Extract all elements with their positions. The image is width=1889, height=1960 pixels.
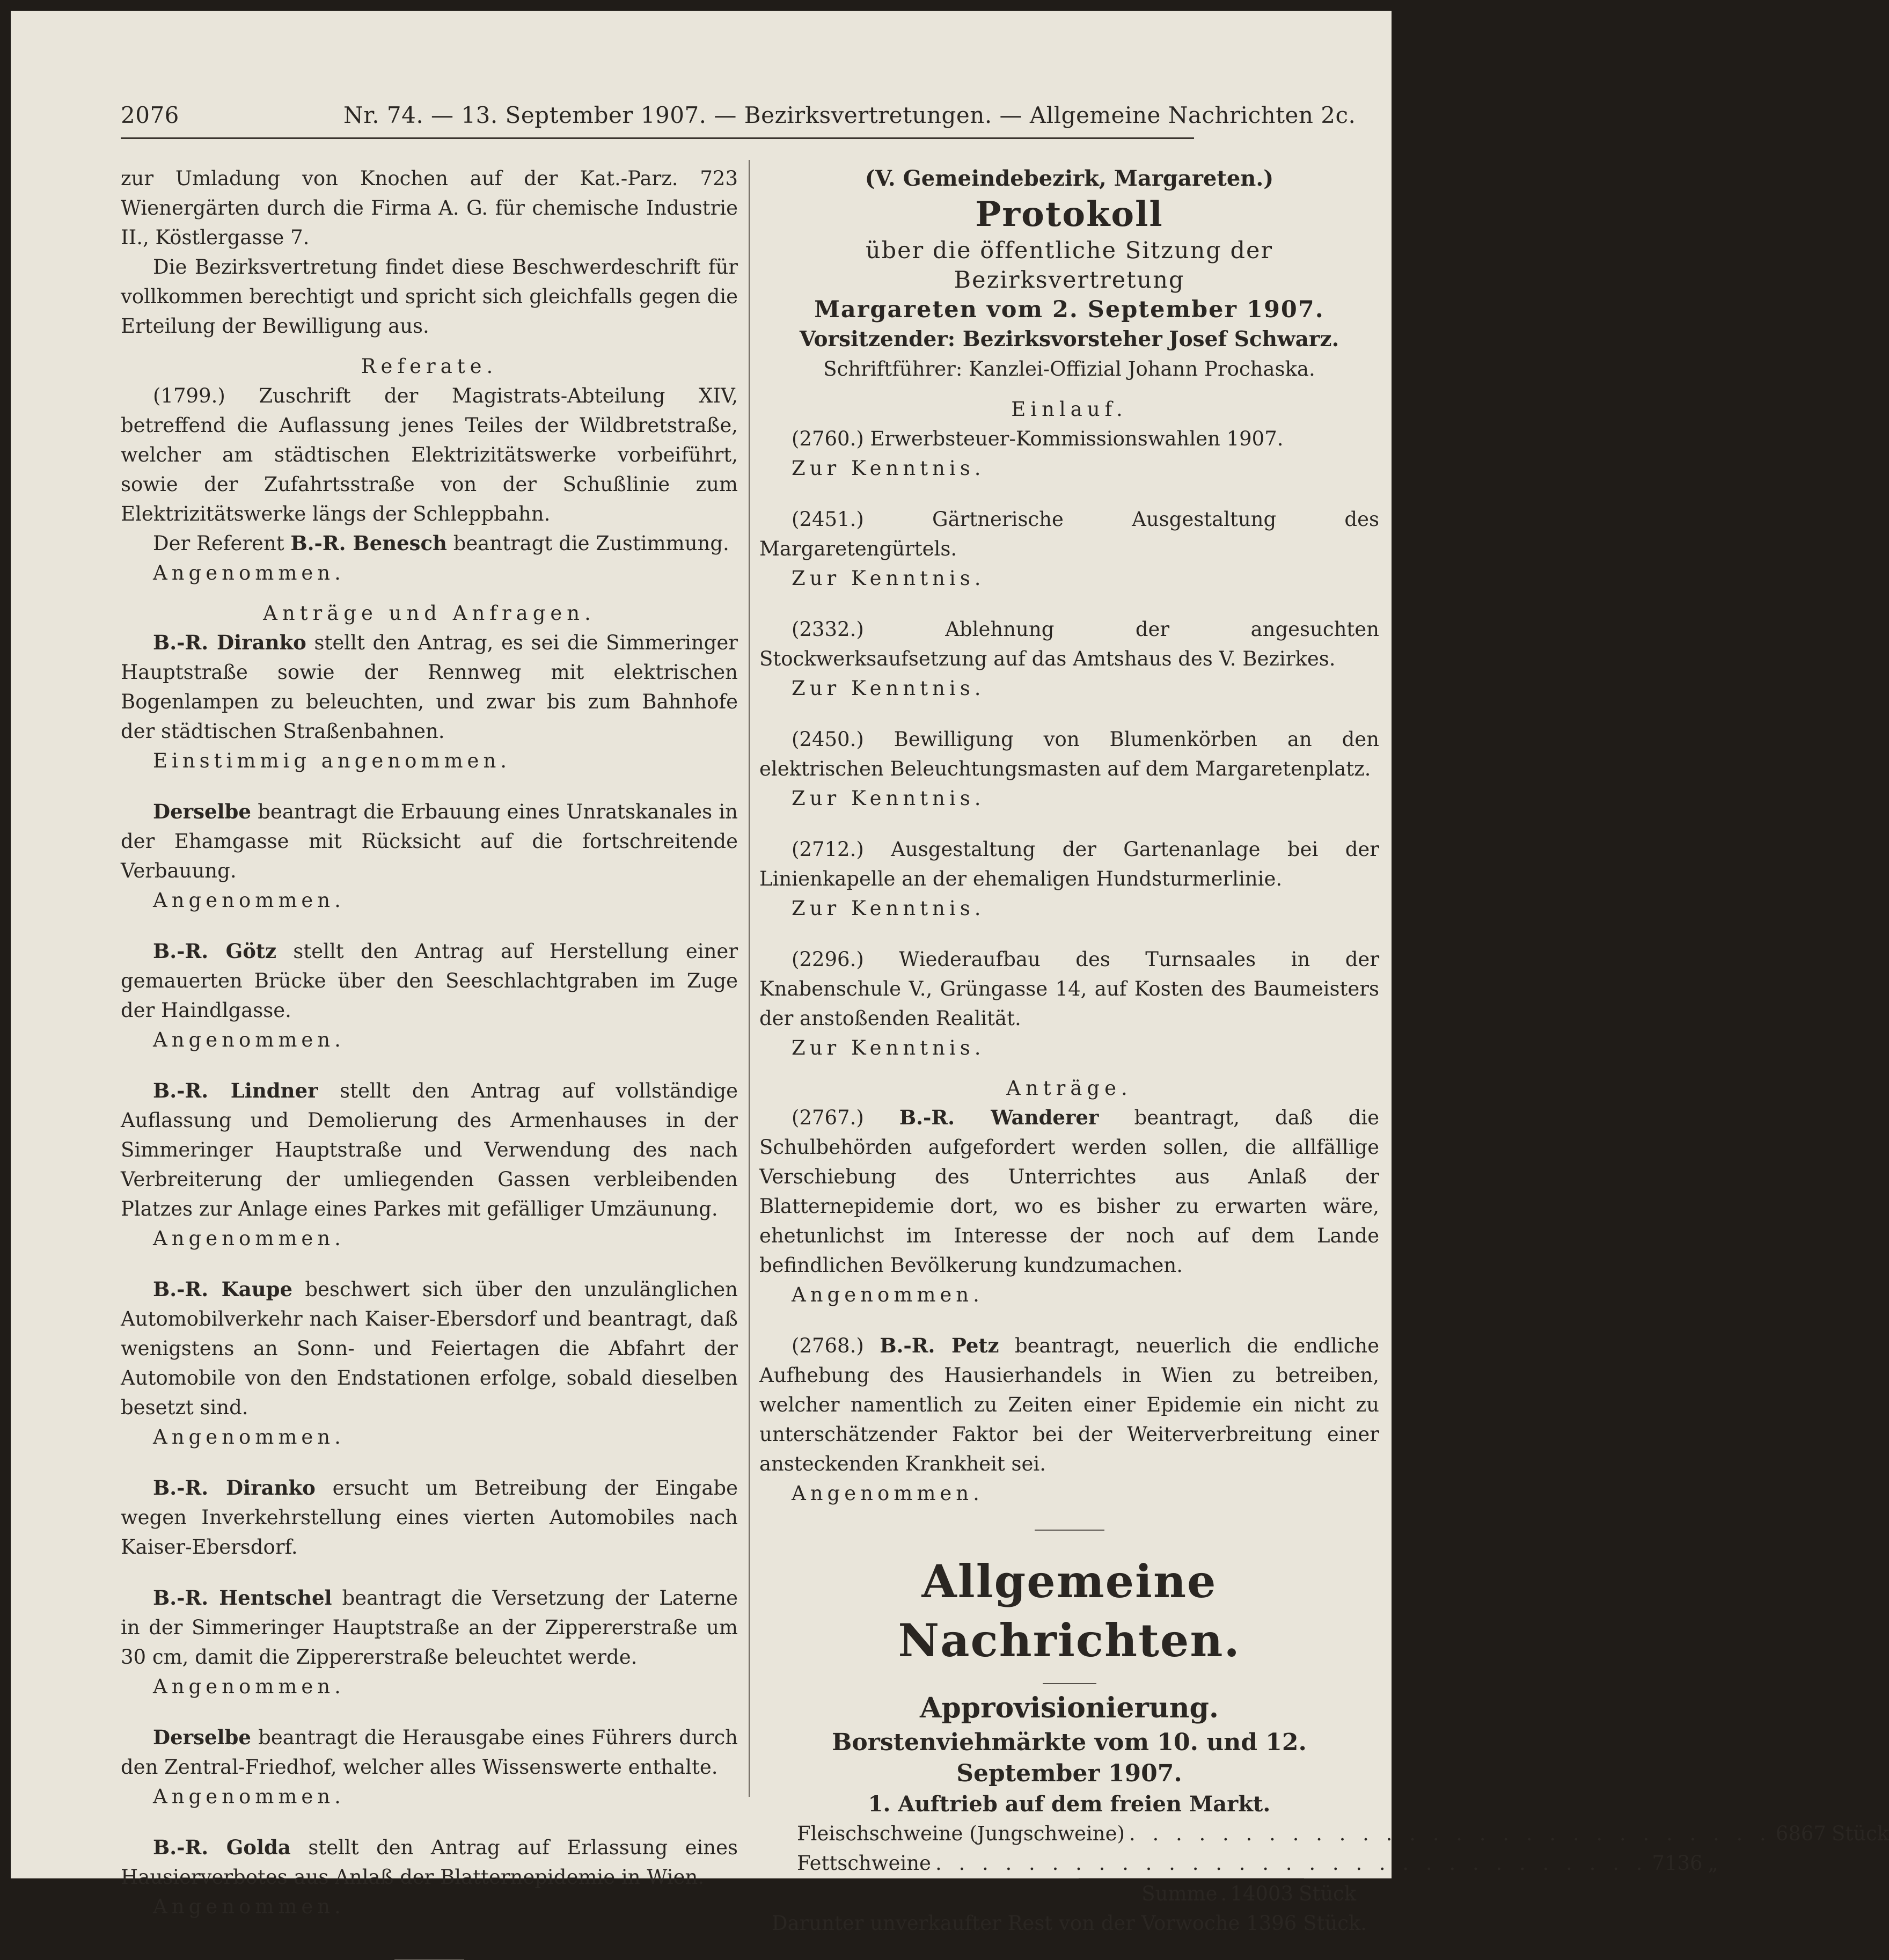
left-column bbox=[121, 164, 738, 1960]
motion: B.-R. Golda stellt den Antrag auf Erlassung eines Hausierverbotes aus Anlaß der Blatternepidemie in Wien. Angenommen. bbox=[121, 1833, 738, 1921]
decision: Zur Kenntnis. bbox=[792, 787, 985, 810]
einlauf-item: (2296.) Wiederaufbau des Turnsaales in der Knabenschule V., Grüngasse 14, auf Kosten des Baumeisters der anstoßenden Realität. Zur Kenntnis. bbox=[759, 945, 1379, 1063]
motion: B.-R. Kaupe beschwert sich über den unzulänglichen Automobilverkehr nach Kaiser-Ebersdorf und beantragt, daß wenigstens an Sonn- und Feiertagen die Abfahrt der Automobile von den Endstationen erfolge, sobald dieselben besetzt sind. Angenommen. bbox=[121, 1275, 738, 1452]
sum-row: Summe . 14003 Stück bbox=[1141, 1882, 1357, 1905]
market-subheading: 1. Auftrieb auf dem freien Markt. bbox=[868, 1791, 1271, 1817]
decision: Zur Kenntnis. bbox=[792, 1036, 985, 1059]
table-row: Fleischschweine (Jungschweine) . . . . . . . . . . . . . . . . . . . . . . . . . . . . 6867 Stück bbox=[797, 1819, 1342, 1848]
running-header bbox=[121, 102, 1356, 136]
decision: Zur Kenntnis. bbox=[792, 677, 985, 700]
decision: Angenommen. bbox=[792, 1482, 984, 1505]
chairman-line: Vorsitzender: Bezirksvorsteher Josef Schwarz. bbox=[799, 327, 1339, 352]
member-name: B.-R. Kaupe bbox=[153, 1277, 293, 1301]
motion: B.-R. Diranko stellt den Antrag, es sei die Simmeringer Hauptstraße sowie der Rennweg mit elektrischen Bogenlampen zu beleuchten, und zwar bis zum Bahnhofe der städtischen Straßenbahnen. Einstimmig angenommen. bbox=[121, 628, 738, 776]
motion: Derselbe beantragt die Herausgabe eines Führers durch den Zentral-Friedhof, welcher alles Wissenswerte enthalte. Angenommen. bbox=[121, 1723, 738, 1811]
intro-paragraph-2: Die Bezirksvertretung findet diese Beschwerdeschrift für vollkommen berechtigt und spricht sich gleichfalls gegen die Erteilung der Bewilligung aus. bbox=[121, 255, 738, 338]
referate-heading: Referate. bbox=[361, 355, 498, 378]
session-date: Margareten vom 2. September 1907. bbox=[814, 296, 1324, 323]
motion: B.-R. Lindner stellt den Antrag auf vollständige Auflassung und Demolierung des Armenhauses in der Simmeringer Hauptstraße und Verwendung des nach Verbreiterung der umliegenden Gassen verbleibenden Platzes zur Anlage eines Parkes mit gefälliger Umzäunung. Angenommen. bbox=[121, 1076, 738, 1253]
decision: Angenommen. bbox=[792, 1283, 984, 1306]
table-row: Fettschweine . . . . . . . . . . . . . . . . . . . . . . . . . . . . . . . 7136 „ bbox=[797, 1848, 1342, 1878]
einlauf-heading: Einlauf. bbox=[1011, 398, 1127, 421]
motion: Derselbe beantragt die Erbauung eines Unratskanales in der Ehamgasse mit Rücksicht auf die fortschreitende Verbauung. Angenommen. bbox=[121, 797, 738, 915]
einlauf-item: (2712.) Ausgestaltung der Gartenanlage bei der Linienkapelle an der ehemaligen Hundsturmerlinie. Zur Kenntnis. bbox=[759, 835, 1379, 923]
page-number: 2076 bbox=[121, 102, 179, 128]
decision: Angenommen. bbox=[153, 1227, 345, 1250]
decision: Angenommen. bbox=[153, 1425, 345, 1449]
leader-dots: . . . . . . . . . . . . . . . . . . . . . . . . . . . . bbox=[1129, 1822, 1771, 1845]
district-heading: (V. Gemeindebezirk, Margareten.) bbox=[865, 166, 1274, 191]
member-name: Derselbe bbox=[153, 1725, 251, 1749]
title-rule bbox=[1043, 1683, 1096, 1684]
motion: B.-R. Götz stellt den Antrag auf Herstellung einer gemauerten Brücke über den Seeschlachtgraben im Zuge der Haindlgasse. Angenommen. bbox=[121, 937, 738, 1055]
member-name: B.-R. Lindner bbox=[153, 1079, 318, 1102]
decision: Angenommen. bbox=[153, 561, 345, 584]
remainder-note: Darunter unverkaufter Rest von der Vorwoche 1396 Stück. bbox=[771, 1912, 1367, 1935]
member-name: B.-R. Petz bbox=[880, 1334, 999, 1357]
decision: Angenommen. bbox=[153, 1675, 345, 1698]
motion: (2768.) B.-R. Petz beantragt, neuerlich die endliche Aufhebung des Hausierhandels in Wien zu betreiben, welcher namentlich zu Zeiten einer Epidemie ein nicht zu unterschätzender Faktor bei der Weiterverbreitung einer ansteckenden Krankheit sei. Angenommen. bbox=[759, 1331, 1379, 1508]
einlauf-item: (2450.) Bewilligung von Blumenkörben an den elektrischen Beleuchtungsmasten auf dem Margaretenplatz. Zur Kenntnis. bbox=[759, 725, 1379, 813]
motion: B.-R. Diranko ersucht um Betreibung der Eingabe wegen Inverkehrstellung eines vierten Automobiles nach Kaiser-Ebersdorf. bbox=[121, 1476, 738, 1559]
referat-1799: (1799.) Zuschrift der Magistrats-Abteilung XIV, betreffend die Auflassung jenes Teiles der Wildbretstraße, welcher am städtischen Elektrizitätswerke vorbeiführt, sowie der Zufahrtsstraße von der Schußlinie zum Elektrizitätswerke längs der Schleppbahn. bbox=[121, 384, 738, 525]
secretary-line: Schriftführer: Kanzlei-Offizial Johann Prochaska. bbox=[823, 357, 1315, 381]
referent-name: B.-R. Benesch bbox=[290, 531, 447, 555]
protocol-title: Protokoll bbox=[975, 194, 1163, 235]
market-title: Borstenviehmärkte vom 10. und 12. September 1907. bbox=[832, 1729, 1307, 1787]
einlauf-item: (2760.) Erwerbsteuer-Kommissionswahlen 1907. Zur Kenntnis. bbox=[759, 424, 1379, 483]
newspaper-page bbox=[11, 11, 1889, 1935]
member-name: B.-R. Diranko bbox=[153, 1476, 316, 1500]
antraege-heading: Anträge. bbox=[1006, 1077, 1132, 1100]
member-name: Derselbe bbox=[153, 800, 251, 823]
subsection-title: Approvisionierung. bbox=[920, 1692, 1219, 1724]
motion: B.-R. Hentschel beantragt die Versetzung der Laterne in der Simmeringer Hauptstraße an der Zippererstraße um 30 cm, damit die Zippererstraße beleuchtet werde. Angenommen. bbox=[121, 1583, 738, 1701]
intro-paragraph-1: zur Umladung von Knochen auf der Kat.-Parz. 723 Wienergärten durch die Firma A. G. für chemische Industrie II., Köstlergasse 7. bbox=[121, 167, 738, 249]
einlauf-item: (2332.) Ablehnung der angesuchten Stockwerksaufsetzung auf das Amtshaus des V. Bezirkes. Zur Kenntnis. bbox=[759, 615, 1379, 703]
header-rule bbox=[121, 137, 1194, 139]
session-subtitle: über die öffentliche Sitzung der Bezirksvertretung bbox=[865, 237, 1273, 294]
referat-1799-referent: Der Referent B.-R. Benesch beantragt die Zustimmung. bbox=[153, 531, 729, 555]
member-name: B.-R. Golda bbox=[153, 1835, 291, 1859]
member-name: B.-R. Hentschel bbox=[153, 1586, 332, 1610]
decision: Zur Kenntnis. bbox=[792, 457, 985, 480]
decision: Zur Kenntnis. bbox=[792, 897, 985, 920]
running-title: Nr. 74. — 13. September 1907. — Bezirksvertretungen. — Allgemeine Nachrichten 2c. bbox=[343, 102, 1356, 128]
decision: Einstimmig angenommen. bbox=[153, 749, 511, 772]
decision: Angenommen. bbox=[153, 889, 345, 912]
decision: Zur Kenntnis. bbox=[792, 567, 985, 590]
member-name: B.-R. Wanderer bbox=[899, 1106, 1099, 1129]
leader-dots: . . . . . . . . . . . . . . . . . . . . . . . . . . . . . . . bbox=[935, 1852, 1648, 1875]
motion: (2767.) B.-R. Wanderer beantragt, daß die Schulbehörden aufgefordert werden sollen, die allfällige Verschiebung des Unterrichtes aus Anlaß der Blatternepidemie dort, wo es bisher zu erwarten wäre, ehetunlichst im Interesse der noch auf dem Lande befindlichen Bevölkerung kundzumachen. Angenommen. bbox=[759, 1103, 1379, 1310]
decision: Angenommen. bbox=[153, 1895, 345, 1918]
einlauf-item: (2451.) Gärtnerische Ausgestaltung des Margaretengürtels. Zur Kenntnis. bbox=[759, 504, 1379, 593]
right-column bbox=[759, 164, 1889, 1938]
decision: Angenommen. bbox=[153, 1028, 345, 1051]
member-name: B.-R. Götz bbox=[153, 939, 276, 963]
livestock-table bbox=[797, 1819, 1889, 1908]
column-divider bbox=[749, 160, 750, 1797]
chairman-name: Josef Schwarz. bbox=[1169, 327, 1339, 352]
section-title: Allgemeine Nachrichten. bbox=[898, 1555, 1241, 1667]
decision: Angenommen. bbox=[153, 1785, 345, 1808]
antraege-heading: Anträge und Anfragen. bbox=[263, 602, 596, 625]
member-name: B.-R. Diranko bbox=[153, 631, 306, 654]
